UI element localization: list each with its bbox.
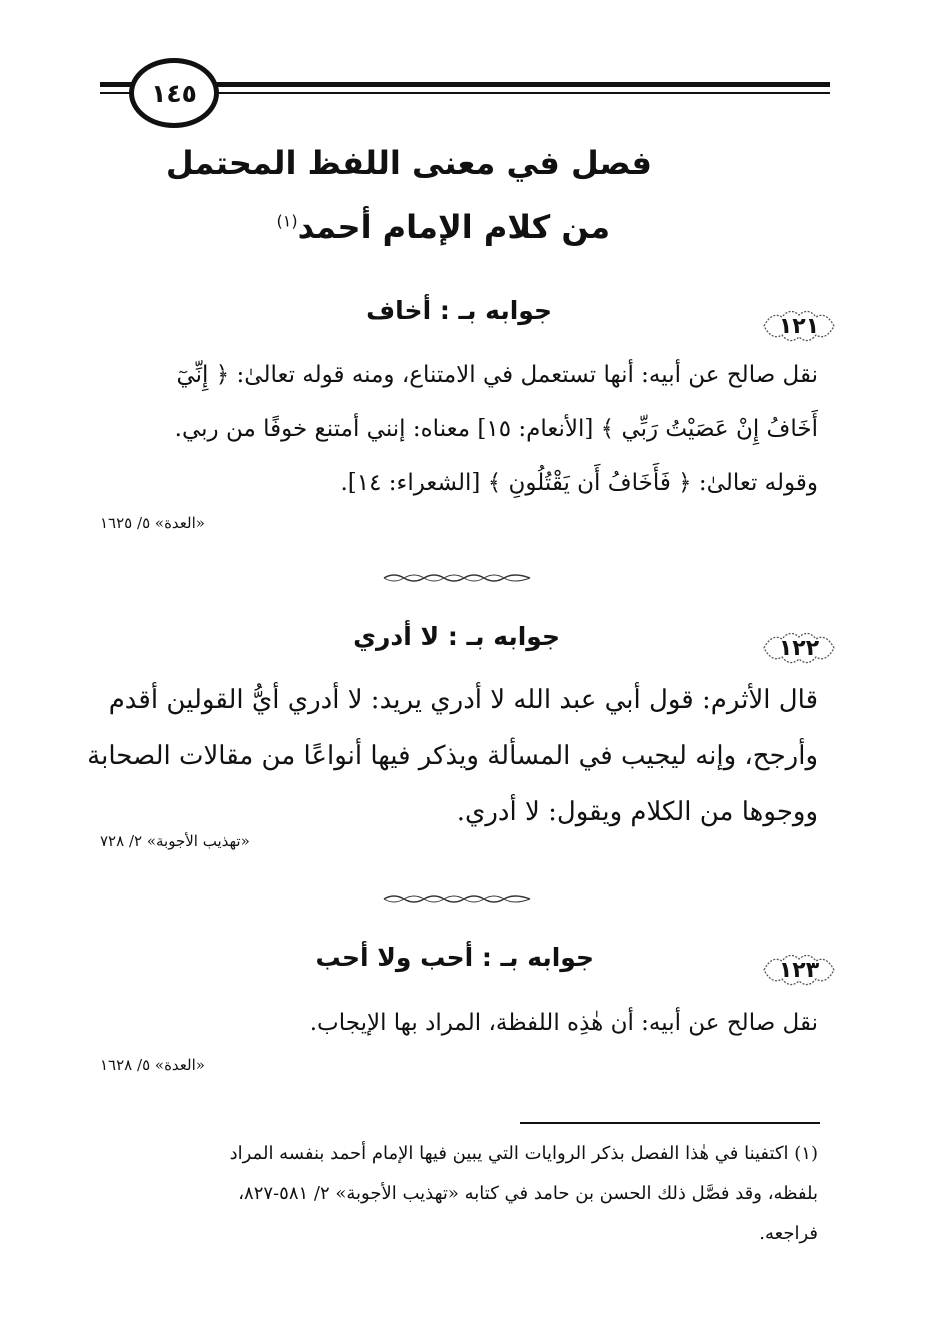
body-line: ووجوها من الكلام ويقول: لا أدري. [456,797,818,827]
footnote-separator [520,1122,820,1124]
source-citation: «العدة» ٥/ ١٦٢٥ [100,514,205,532]
section-body [87,672,818,840]
footnote-marker: (١) [276,211,298,231]
body-line: أَخَافُ إِنْ عَصَيْتُ رَبِّي ﴾ [الأنعام: ١٥] معناه: إنني أمتنع خوفًا من ربي. [174,416,818,442]
section-body [118,996,818,1050]
page-number-badge [129,58,219,128]
footnote-line: بلفظه، وقد فصَّل ذلك الحسن بن حامد في كتابه «تهذيب الأجوبة» ٢/ ٥٨١-٨٢٧، [238,1183,818,1204]
section-number-badge [758,625,840,671]
footnote [100,1134,818,1254]
body-line: نقل صالح عن أبيه: أنها تستعمل في الامتناع، ومنه قوله تعالىٰ: ﴿ إِنِّيٓ [176,362,818,388]
section-heading: جوابه بـ : أحب ولا أحب [315,943,594,972]
section-heading: جوابه بـ : لا أدري [353,622,560,651]
section-number: ١٢١ [778,313,820,339]
section-number: ١٢٣ [778,957,820,983]
chapter-title-line2 [276,208,610,246]
source-citation: «تهذيب الأجوبة» ٢/ ٧٢٨ [100,832,250,850]
footnote-line: فراجعه. [759,1223,818,1244]
chapter-title-text: من كلام الإمام أحمد [297,208,610,246]
section-heading: جوابه بـ : أخاف [366,296,552,325]
section-number-badge [758,947,840,993]
section-number-badge [758,303,840,349]
body-line: قال الأثرم: قول أبي عبد الله لا أدري يريد: لا أدري أيُّ القولين أقدم [108,685,818,715]
body-line: وقوله تعالىٰ: ﴿ فَأَخَافُ أَن يَقْتُلُونِ ﴾ [الشعراء: ١٤]. [340,470,818,496]
chapter-title-line1: فصل في معنى اللفظ المحتمل [165,144,652,182]
section-number: ١٢٢ [778,635,820,661]
source-citation: «العدة» ٥/ ١٦٢٨ [100,1056,205,1074]
section-body [118,348,818,510]
body-line: وأرجح، وإنه ليجيب في المسألة ويذكر فيها أنواعًا من مقالات الصحابة [87,741,818,771]
ornament-divider-icon [382,893,532,905]
page-number: ١٤٥ [151,78,197,108]
ornament-divider-icon [382,572,532,584]
footnote-line: (١) اكتفينا في هٰذا الفصل بذكر الروايات التي يبين فيها الإمام أحمد بنفسه المراد [229,1143,818,1164]
body-line: نقل صالح عن أبيه: أن هٰذِه اللفظة، المراد بها الإيجاب. [309,1010,818,1036]
